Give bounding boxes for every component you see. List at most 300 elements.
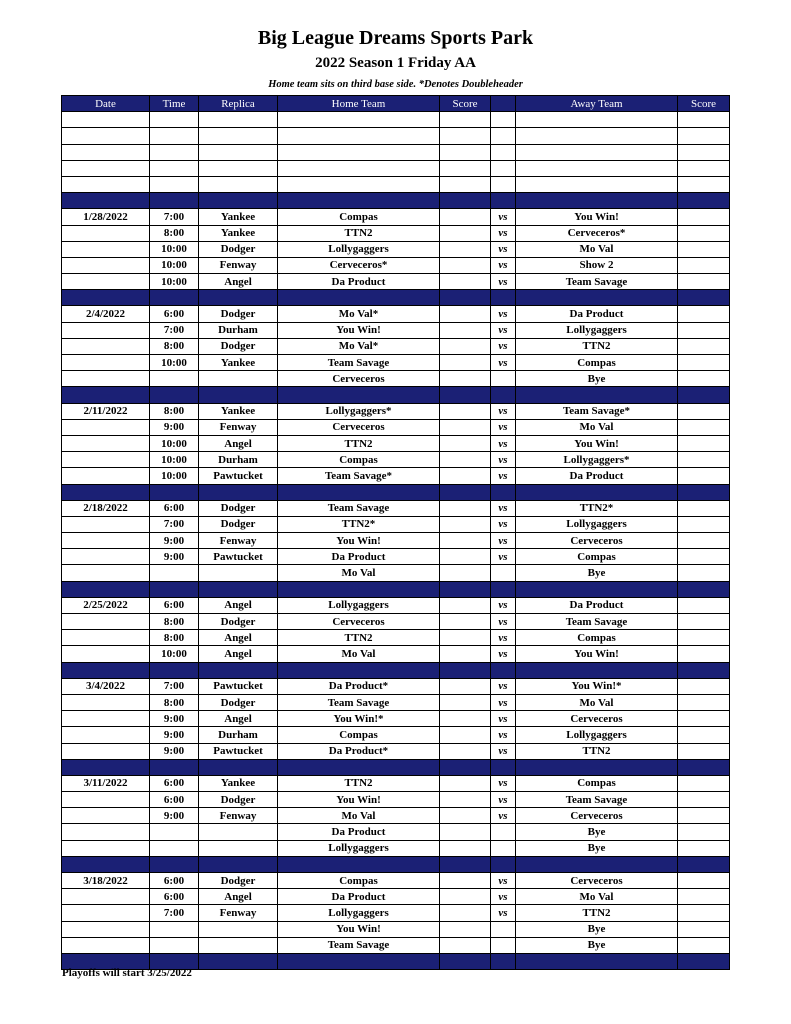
- separator-row: [62, 290, 730, 306]
- away-team-cell: Lollygaggers: [516, 516, 678, 532]
- vs-cell: vs: [491, 403, 516, 419]
- away-team-cell: Bye: [516, 937, 678, 953]
- separator-cell: [491, 290, 516, 306]
- separator-cell: [440, 953, 491, 969]
- date-cell: 2/11/2022: [62, 403, 150, 419]
- col-header-away-score: Score: [678, 96, 730, 112]
- replica-cell: Dodger: [199, 500, 278, 516]
- vs-cell: vs: [491, 646, 516, 662]
- date-cell: [62, 921, 150, 937]
- vs-cell: vs: [491, 516, 516, 532]
- away-team-cell: Da Product: [516, 468, 678, 484]
- away-score-cell: [678, 241, 730, 257]
- separator-row: [62, 484, 730, 500]
- separator-cell: [199, 953, 278, 969]
- separator-cell: [199, 387, 278, 403]
- date-cell: 2/4/2022: [62, 306, 150, 322]
- date-cell: [62, 241, 150, 257]
- home-team-cell: Mo Val*: [278, 338, 440, 354]
- home-score-cell: [440, 549, 491, 565]
- time-cell: 6:00: [150, 889, 199, 905]
- away-score-cell: [678, 694, 730, 710]
- replica-cell: Pawtucket: [199, 678, 278, 694]
- home-team-cell: TTN2: [278, 225, 440, 241]
- away-score-cell: [678, 905, 730, 921]
- vs-cell: vs: [491, 711, 516, 727]
- replica-cell: Fenway: [199, 905, 278, 921]
- replica-cell: [199, 144, 278, 160]
- home-score-cell: [440, 128, 491, 144]
- table-row: [62, 727, 730, 743]
- replica-cell: [199, 176, 278, 192]
- replica-cell: Dodger: [199, 516, 278, 532]
- time-cell: 8:00: [150, 694, 199, 710]
- home-score-cell: [440, 241, 491, 257]
- replica-cell: Yankee: [199, 209, 278, 225]
- separator-cell: [62, 856, 150, 872]
- home-score-cell: [440, 840, 491, 856]
- home-score-cell: [440, 808, 491, 824]
- away-team-cell: TTN2: [516, 905, 678, 921]
- vs-cell: [491, 840, 516, 856]
- home-score-cell: [440, 225, 491, 241]
- time-cell: 10:00: [150, 355, 199, 371]
- table-row: [62, 646, 730, 662]
- separator-cell: [150, 662, 199, 678]
- date-cell: [62, 840, 150, 856]
- separator-cell: [491, 953, 516, 969]
- time-cell: 7:00: [150, 209, 199, 225]
- home-team-cell: Da Product*: [278, 678, 440, 694]
- date-cell: [62, 889, 150, 905]
- separator-cell: [678, 387, 730, 403]
- date-cell: [62, 743, 150, 759]
- table-row: [62, 873, 730, 889]
- replica-cell: Pawtucket: [199, 743, 278, 759]
- table-row: [62, 614, 730, 630]
- away-score-cell: [678, 500, 730, 516]
- time-cell: 8:00: [150, 403, 199, 419]
- separator-cell: [150, 290, 199, 306]
- separator-cell: [516, 387, 678, 403]
- table-row: [62, 338, 730, 354]
- replica-cell: Yankee: [199, 403, 278, 419]
- separator-cell: [440, 759, 491, 775]
- away-score-cell: [678, 322, 730, 338]
- separator-cell: [150, 484, 199, 500]
- away-team-cell: [516, 176, 678, 192]
- away-team-cell: [516, 128, 678, 144]
- away-team-cell: You Win!: [516, 209, 678, 225]
- home-score-cell: [440, 694, 491, 710]
- away-team-cell: Team Savage: [516, 792, 678, 808]
- home-team-cell: Da Product: [278, 549, 440, 565]
- table-row: [62, 694, 730, 710]
- separator-cell: [440, 387, 491, 403]
- date-cell: [62, 937, 150, 953]
- separator-cell: [150, 856, 199, 872]
- time-cell: 9:00: [150, 808, 199, 824]
- vs-cell: [491, 144, 516, 160]
- vs-cell: [491, 112, 516, 128]
- away-team-cell: Compas: [516, 630, 678, 646]
- away-team-cell: TTN2*: [516, 500, 678, 516]
- date-cell: [62, 160, 150, 176]
- separator-cell: [678, 759, 730, 775]
- replica-cell: [199, 937, 278, 953]
- time-cell: 10:00: [150, 646, 199, 662]
- col-header-replica: Replica: [199, 96, 278, 112]
- home-score-cell: [440, 937, 491, 953]
- time-cell: 10:00: [150, 435, 199, 451]
- table-row: [62, 549, 730, 565]
- replica-cell: Fenway: [199, 419, 278, 435]
- table-row: [62, 743, 730, 759]
- home-team-cell: Team Savage: [278, 937, 440, 953]
- home-score-cell: [440, 452, 491, 468]
- replica-cell: Fenway: [199, 533, 278, 549]
- replica-cell: [199, 371, 278, 387]
- away-score-cell: [678, 614, 730, 630]
- date-cell: [62, 533, 150, 549]
- table-row: [62, 630, 730, 646]
- date-cell: 1/28/2022: [62, 209, 150, 225]
- vs-cell: [491, 824, 516, 840]
- home-team-cell: TTN2: [278, 630, 440, 646]
- date-cell: [62, 468, 150, 484]
- separator-cell: [491, 759, 516, 775]
- vs-cell: vs: [491, 630, 516, 646]
- separator-row: [62, 193, 730, 209]
- away-score-cell: [678, 630, 730, 646]
- away-score-cell: [678, 403, 730, 419]
- vs-cell: vs: [491, 889, 516, 905]
- home-score-cell: [440, 824, 491, 840]
- table-row: [62, 824, 730, 840]
- separator-cell: [199, 290, 278, 306]
- away-score-cell: [678, 597, 730, 613]
- time-cell: [150, 840, 199, 856]
- away-team-cell: Compas: [516, 549, 678, 565]
- away-score-cell: [678, 678, 730, 694]
- col-header-away-team: Away Team: [516, 96, 678, 112]
- col-header-home-score: Score: [440, 96, 491, 112]
- blank-row: [62, 112, 730, 128]
- home-team-cell: Team Savage: [278, 694, 440, 710]
- time-cell: 7:00: [150, 322, 199, 338]
- separator-cell: [516, 581, 678, 597]
- date-cell: 2/25/2022: [62, 597, 150, 613]
- date-cell: [62, 419, 150, 435]
- date-cell: [62, 711, 150, 727]
- replica-cell: [199, 824, 278, 840]
- date-cell: [62, 792, 150, 808]
- separator-cell: [678, 662, 730, 678]
- replica-cell: [199, 921, 278, 937]
- time-cell: 10:00: [150, 257, 199, 273]
- table-row: [62, 274, 730, 290]
- date-cell: [62, 371, 150, 387]
- table-header-row: [62, 96, 730, 112]
- away-score-cell: [678, 225, 730, 241]
- home-score-cell: [440, 565, 491, 581]
- home-team-cell: Mo Val: [278, 565, 440, 581]
- replica-cell: Yankee: [199, 775, 278, 791]
- vs-cell: [491, 128, 516, 144]
- home-score-cell: [440, 144, 491, 160]
- table-row: [62, 452, 730, 468]
- home-score-cell: [440, 792, 491, 808]
- date-cell: [62, 257, 150, 273]
- time-cell: 9:00: [150, 743, 199, 759]
- home-score-cell: [440, 646, 491, 662]
- separator-cell: [278, 290, 440, 306]
- separator-cell: [62, 759, 150, 775]
- col-header-date: Date: [62, 96, 150, 112]
- home-score-cell: [440, 322, 491, 338]
- replica-cell: Pawtucket: [199, 468, 278, 484]
- time-cell: 10:00: [150, 468, 199, 484]
- date-cell: 3/4/2022: [62, 678, 150, 694]
- separator-cell: [199, 759, 278, 775]
- separator-cell: [678, 581, 730, 597]
- replica-cell: [199, 840, 278, 856]
- away-score-cell: [678, 937, 730, 953]
- away-score-cell: [678, 338, 730, 354]
- away-team-cell: Mo Val: [516, 241, 678, 257]
- date-cell: 3/18/2022: [62, 873, 150, 889]
- away-score-cell: [678, 371, 730, 387]
- time-cell: 6:00: [150, 873, 199, 889]
- separator-cell: [278, 759, 440, 775]
- time-cell: [150, 921, 199, 937]
- home-team-cell: Lollygaggers: [278, 840, 440, 856]
- home-team-cell: Lollygaggers: [278, 241, 440, 257]
- away-team-cell: Bye: [516, 824, 678, 840]
- replica-cell: [199, 128, 278, 144]
- table-row: [62, 257, 730, 273]
- away-team-cell: Mo Val: [516, 889, 678, 905]
- table-row: [62, 322, 730, 338]
- separator-cell: [150, 759, 199, 775]
- away-score-cell: [678, 533, 730, 549]
- away-score-cell: [678, 274, 730, 290]
- table-row: [62, 921, 730, 937]
- date-cell: [62, 452, 150, 468]
- away-score-cell: [678, 257, 730, 273]
- separator-cell: [62, 290, 150, 306]
- separator-cell: [150, 387, 199, 403]
- date-cell: [62, 338, 150, 354]
- home-score-cell: [440, 176, 491, 192]
- home-team-cell: [278, 112, 440, 128]
- away-score-cell: [678, 711, 730, 727]
- vs-cell: vs: [491, 905, 516, 921]
- away-team-cell: You Win!*: [516, 678, 678, 694]
- separator-cell: [678, 856, 730, 872]
- home-score-cell: [440, 630, 491, 646]
- replica-cell: Angel: [199, 435, 278, 451]
- away-score-cell: [678, 646, 730, 662]
- home-team-cell: Team Savage: [278, 355, 440, 371]
- away-team-cell: TTN2: [516, 338, 678, 354]
- date-cell: [62, 630, 150, 646]
- date-cell: [62, 144, 150, 160]
- home-team-cell: Mo Val*: [278, 306, 440, 322]
- away-team-cell: [516, 160, 678, 176]
- schedule-table: [61, 95, 730, 970]
- date-cell: [62, 549, 150, 565]
- time-cell: 9:00: [150, 727, 199, 743]
- away-score-cell: [678, 549, 730, 565]
- away-score-cell: [678, 516, 730, 532]
- separator-cell: [150, 193, 199, 209]
- time-cell: [150, 937, 199, 953]
- separator-cell: [678, 290, 730, 306]
- away-score-cell: [678, 792, 730, 808]
- away-team-cell: Bye: [516, 371, 678, 387]
- vs-cell: vs: [491, 614, 516, 630]
- date-cell: [62, 274, 150, 290]
- away-team-cell: Team Savage: [516, 274, 678, 290]
- home-score-cell: [440, 614, 491, 630]
- vs-cell: vs: [491, 549, 516, 565]
- separator-cell: [278, 662, 440, 678]
- away-score-cell: [678, 128, 730, 144]
- away-score-cell: [678, 144, 730, 160]
- home-team-cell: TTN2: [278, 775, 440, 791]
- separator-row: [62, 581, 730, 597]
- date-cell: [62, 565, 150, 581]
- replica-cell: Dodger: [199, 241, 278, 257]
- home-score-cell: [440, 371, 491, 387]
- time-cell: 10:00: [150, 452, 199, 468]
- date-cell: [62, 694, 150, 710]
- table-row: [62, 840, 730, 856]
- home-team-cell: [278, 160, 440, 176]
- table-row: [62, 533, 730, 549]
- separator-cell: [678, 953, 730, 969]
- separator-row: [62, 387, 730, 403]
- home-team-cell: Lollygaggers: [278, 597, 440, 613]
- vs-cell: vs: [491, 209, 516, 225]
- home-team-cell: Da Product: [278, 889, 440, 905]
- home-team-cell: You Win!: [278, 921, 440, 937]
- time-cell: [150, 112, 199, 128]
- home-score-cell: [440, 338, 491, 354]
- home-score-cell: [440, 355, 491, 371]
- away-team-cell: Cerveceros: [516, 873, 678, 889]
- home-score-cell: [440, 306, 491, 322]
- away-score-cell: [678, 435, 730, 451]
- table-row: [62, 905, 730, 921]
- vs-cell: [491, 921, 516, 937]
- table-row: [62, 241, 730, 257]
- home-score-cell: [440, 743, 491, 759]
- home-score-cell: [440, 921, 491, 937]
- time-cell: [150, 144, 199, 160]
- table-row: [62, 209, 730, 225]
- replica-cell: Dodger: [199, 614, 278, 630]
- home-team-cell: Da Product*: [278, 743, 440, 759]
- home-team-cell: Compas: [278, 209, 440, 225]
- replica-cell: [199, 160, 278, 176]
- replica-cell: Pawtucket: [199, 549, 278, 565]
- time-cell: [150, 128, 199, 144]
- date-cell: [62, 646, 150, 662]
- time-cell: 8:00: [150, 614, 199, 630]
- vs-cell: vs: [491, 435, 516, 451]
- separator-cell: [278, 856, 440, 872]
- home-score-cell: [440, 209, 491, 225]
- away-score-cell: [678, 209, 730, 225]
- away-score-cell: [678, 824, 730, 840]
- date-cell: [62, 322, 150, 338]
- away-team-cell: You Win!: [516, 646, 678, 662]
- separator-cell: [491, 581, 516, 597]
- away-team-cell: Cerveceros: [516, 711, 678, 727]
- date-cell: 3/11/2022: [62, 775, 150, 791]
- separator-cell: [278, 193, 440, 209]
- separator-cell: [440, 856, 491, 872]
- vs-cell: vs: [491, 678, 516, 694]
- away-score-cell: [678, 840, 730, 856]
- replica-cell: [199, 565, 278, 581]
- home-team-cell: [278, 144, 440, 160]
- date-cell: [62, 808, 150, 824]
- away-team-cell: [516, 112, 678, 128]
- vs-cell: vs: [491, 306, 516, 322]
- table-row: [62, 371, 730, 387]
- blank-row: [62, 144, 730, 160]
- separator-cell: [491, 662, 516, 678]
- separator-cell: [491, 484, 516, 500]
- replica-cell: Fenway: [199, 257, 278, 273]
- table-row: [62, 306, 730, 322]
- home-team-cell: Mo Val: [278, 808, 440, 824]
- vs-cell: vs: [491, 792, 516, 808]
- table-row: [62, 468, 730, 484]
- date-cell: [62, 176, 150, 192]
- time-cell: 9:00: [150, 419, 199, 435]
- away-score-cell: [678, 160, 730, 176]
- away-score-cell: [678, 468, 730, 484]
- time-cell: 6:00: [150, 306, 199, 322]
- date-cell: [62, 435, 150, 451]
- separator-cell: [491, 193, 516, 209]
- table-row: [62, 435, 730, 451]
- replica-cell: Fenway: [199, 808, 278, 824]
- home-score-cell: [440, 160, 491, 176]
- replica-cell: Dodger: [199, 694, 278, 710]
- time-cell: 7:00: [150, 905, 199, 921]
- replica-cell: Angel: [199, 646, 278, 662]
- time-cell: [150, 160, 199, 176]
- replica-cell: Dodger: [199, 306, 278, 322]
- table-row: [62, 500, 730, 516]
- home-score-cell: [440, 905, 491, 921]
- home-score-cell: [440, 257, 491, 273]
- time-cell: [150, 371, 199, 387]
- away-score-cell: [678, 306, 730, 322]
- away-score-cell: [678, 889, 730, 905]
- away-team-cell: Team Savage: [516, 614, 678, 630]
- home-team-cell: Lollygaggers: [278, 905, 440, 921]
- away-team-cell: Lollygaggers: [516, 727, 678, 743]
- separator-cell: [491, 856, 516, 872]
- away-score-cell: [678, 873, 730, 889]
- separator-cell: [199, 662, 278, 678]
